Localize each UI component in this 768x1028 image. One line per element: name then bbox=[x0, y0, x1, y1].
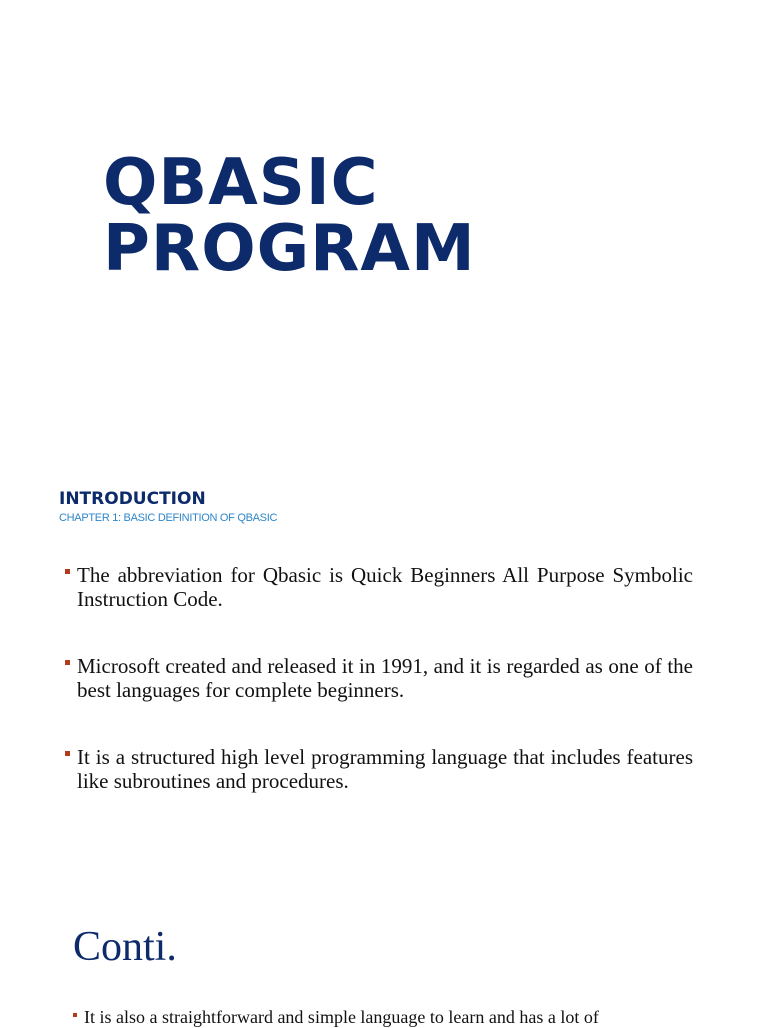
bullet-text: It is also a straightforward and simple language to learn and has a lot of bbox=[84, 1007, 599, 1027]
bullet-text: It is a structured high level programming language that includes features like subroutines and procedures. bbox=[77, 745, 693, 793]
conti-bullet-list bbox=[73, 1006, 687, 1028]
section-subheading: CHAPTER 1: BASIC DEFINITION OF QBASIC bbox=[59, 512, 278, 524]
square-bullet-icon bbox=[65, 569, 70, 574]
bullet-text: Microsoft created and released it in 1991, and it is regarded as one of the best languages for complete beginners. bbox=[77, 654, 693, 702]
bullet-text: The abbreviation for Qbasic is Quick Beginners All Purpose Symbolic Instruction Code. bbox=[77, 563, 693, 611]
list-item bbox=[65, 654, 693, 702]
square-bullet-icon bbox=[65, 660, 70, 665]
title-line-2: PROGRAM bbox=[103, 212, 476, 286]
conti-heading: Conti. bbox=[73, 924, 177, 970]
title-line-1: QBASIC bbox=[103, 146, 379, 220]
intro-bullet-list bbox=[65, 563, 693, 836]
page-title bbox=[103, 146, 476, 286]
list-item bbox=[65, 745, 693, 793]
square-bullet-icon bbox=[65, 751, 70, 756]
square-bullet-icon bbox=[73, 1013, 77, 1017]
section-heading: INTRODUCTION bbox=[59, 489, 206, 509]
list-item bbox=[65, 563, 693, 611]
list-item bbox=[73, 1006, 687, 1028]
